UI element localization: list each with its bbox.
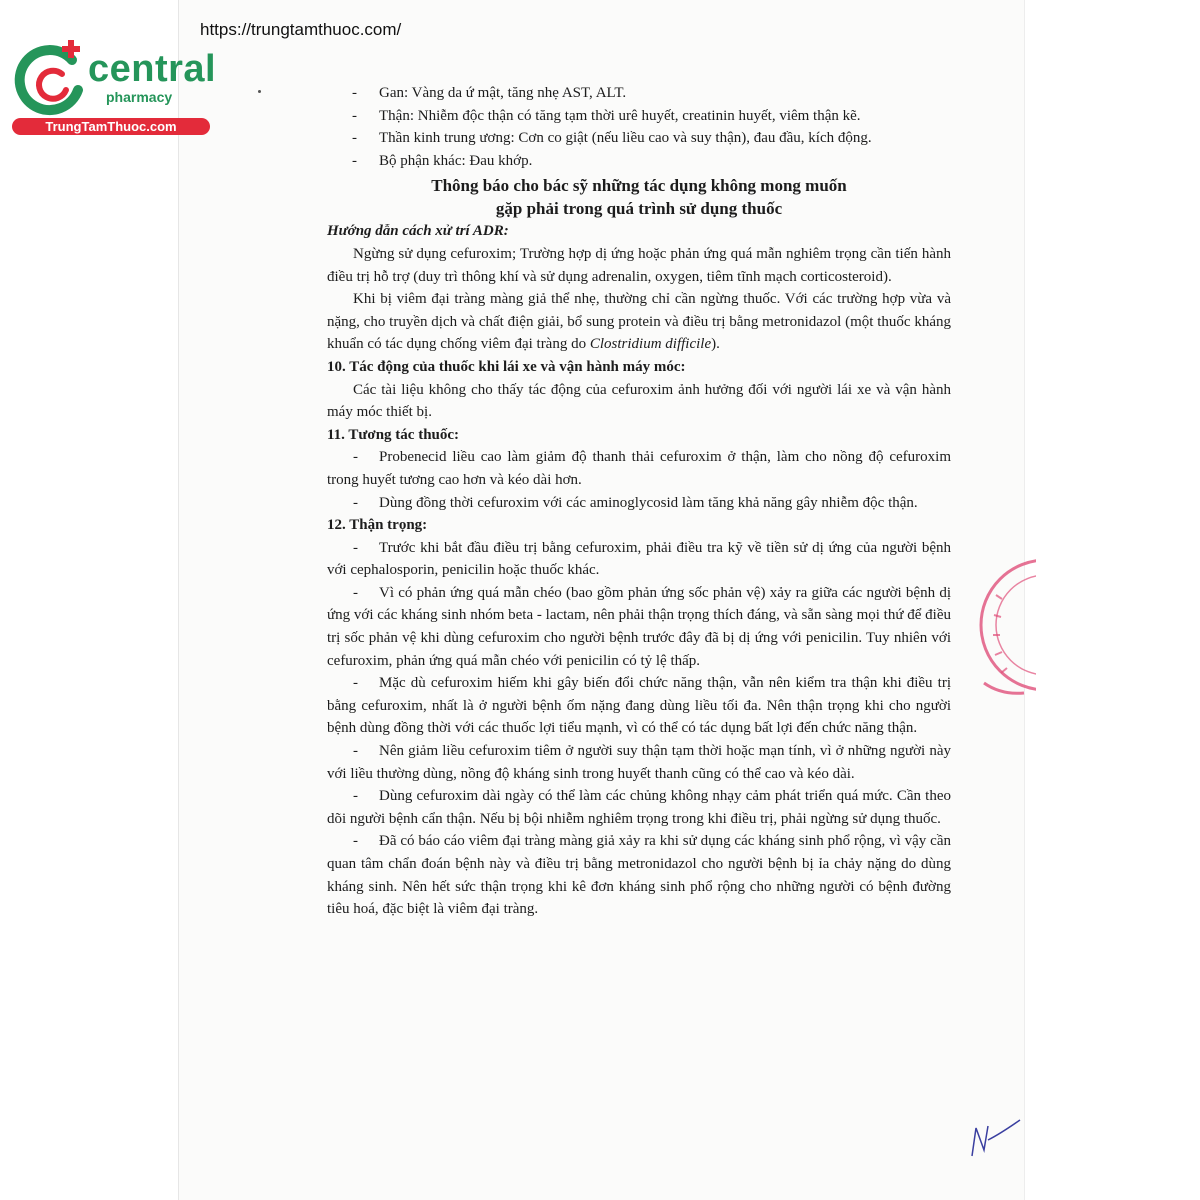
- logo-sub-text: pharmacy: [106, 89, 173, 105]
- list-item: - Bộ phận khác: Đau khớp.: [352, 152, 533, 169]
- speck: [258, 90, 261, 93]
- section-12-title: 12. Thận trọng:: [327, 517, 428, 534]
- logo-brand-text: central: [88, 48, 217, 90]
- signature-icon: [966, 1110, 1026, 1160]
- list-item: - Thần kinh trung ương: Cơn co giật (nếu liều cao và suy thận), đau đầu, kích động.: [352, 130, 872, 147]
- top-bullet-list: [327, 82, 951, 172]
- list-item: - Mặc dù cefuroxim hiếm khi gây biến đổi chức năng thận, vẫn nên kiểm tra thận khi điều trị bằng cefuroxim, nhất là ở người bệnh ốm nặng đang dùng liều tối đa. Nên thận trọng khi cho người bệnh dùng đồng thời với các thuốc lợi tiểu mạnh, vì có thể có tác dụng bất lợi đến chức năng thận.: [327, 675, 951, 737]
- notice-heading: Thông báo cho bác sỹ những tác dụng không mong muốn gặp phải trong quá trình sử dụng thuốc: [431, 176, 847, 219]
- adr-paragraph-2: Khi bị viêm đại tràng màng giả thể nhẹ, thường chỉ cần ngừng thuốc. Với các trường hợp vừa và nặng, cho truyền dịch và chất điện giải, bổ sung protein và điều trị bằng metronidazol (một thuốc kháng khuẩn có tác dụng chống viêm đại tràng do Clostridium difficile).: [327, 291, 951, 353]
- logo-site-banner: TrungTamThuoc.com: [12, 118, 210, 135]
- list-item: - Dùng cefuroxim dài ngày có thể làm các chủng không nhạy cảm phát triển quá mức. Cần theo dõi người bệnh cẩn thận. Nếu bị bội nhiễm nghiêm trọng trong khi điều trị, phải ngừng sử dụng thuốc.: [327, 788, 951, 827]
- list-item: - Nên giảm liều cefuroxim tiêm ở người suy thận tạm thời hoặc mạn tính, vì ở những người này với liều thường dùng, nồng độ kháng sinh trong huyết thanh cũng có thể cao và kéo dài.: [327, 743, 951, 782]
- list-item: - Dùng đồng thời cefuroxim với các aminoglycosid làm tăng khả năng gây nhiễm độc thận.: [353, 494, 918, 511]
- list-item: - Vì có phản ứng quá mẫn chéo (bao gồm phản ứng sốc phản vệ) xảy ra giữa các người bệnh dị ứng với các kháng sinh nhóm beta - lactam, nên phải thận trọng thích đáng, và sẵn sàng mọi thứ để điều trị sốc phản vệ khi dùng cefuroxim cho người bệnh trước đây đã bị dị ứng với penicilin. Tuy nhiên với cefuroxim, phản ứng quá mẫn chéo với penicilin có tỷ lệ thấp.: [327, 584, 951, 669]
- document-body: [327, 82, 951, 921]
- list-item: - Gan: Vàng da ứ mật, tăng nhẹ AST, ALT.: [352, 85, 627, 101]
- list-item: - Trước khi bắt đầu điều trị bằng cefuroxim, phải điều tra kỹ về tiền sử dị ứng của người bệnh với cephalosporin, penicilin hoặc thuốc khác.: [327, 539, 951, 579]
- adr-paragraph-1: Ngừng sử dụng cefuroxim; Trường hợp dị ứng hoặc phản ứng quá mẫn nghiêm trọng cần tiến hành điều trị hỗ trợ (duy trì thông khí và sử dụng adrenalin, oxygen, tiêm tĩnh mạch corticosteroid).: [327, 245, 951, 285]
- stamp-icon: [976, 555, 1036, 705]
- section-10-text: Các tài liệu không cho thấy tác động của cefuroxim ảnh hưởng đối với người lái xe và vận hành máy móc thiết bị.: [327, 381, 951, 421]
- list-item: - Thận: Nhiễm độc thận có tăng tạm thời urê huyết, creatinin huyết, viêm thận kẽ.: [352, 107, 861, 124]
- source-url[interactable]: https://trungtamthuoc.com/: [200, 20, 402, 39]
- section-10-title: 10. Tác động của thuốc khi lái xe và vận hành máy móc:: [327, 358, 686, 375]
- list-item: - Đã có báo cáo viêm đại tràng màng giả xảy ra khi sử dụng các kháng sinh phổ rộng, vì vậy cần quan tâm chẩn đoán bệnh này và điều trị bằng metronidazol cho người bệnh bị ỉa chảy nặng do dùng kháng sinh. Nên hết sức thận trọng khi kê đơn kháng sinh phổ rộng cho những người có bệnh đường tiêu hoá, đặc biệt là viêm đại tràng.: [327, 833, 951, 918]
- adr-title: Hướng dẫn cách xử trí ADR:: [327, 223, 509, 240]
- section-11-title: 11. Tương tác thuốc:: [327, 426, 460, 443]
- list-item: - Probenecid liều cao làm giảm độ thanh thải cefuroxim ở thận, làm cho nồng độ cefuroxim trong huyết tương cao hơn và kéo dài hơn.: [327, 449, 951, 488]
